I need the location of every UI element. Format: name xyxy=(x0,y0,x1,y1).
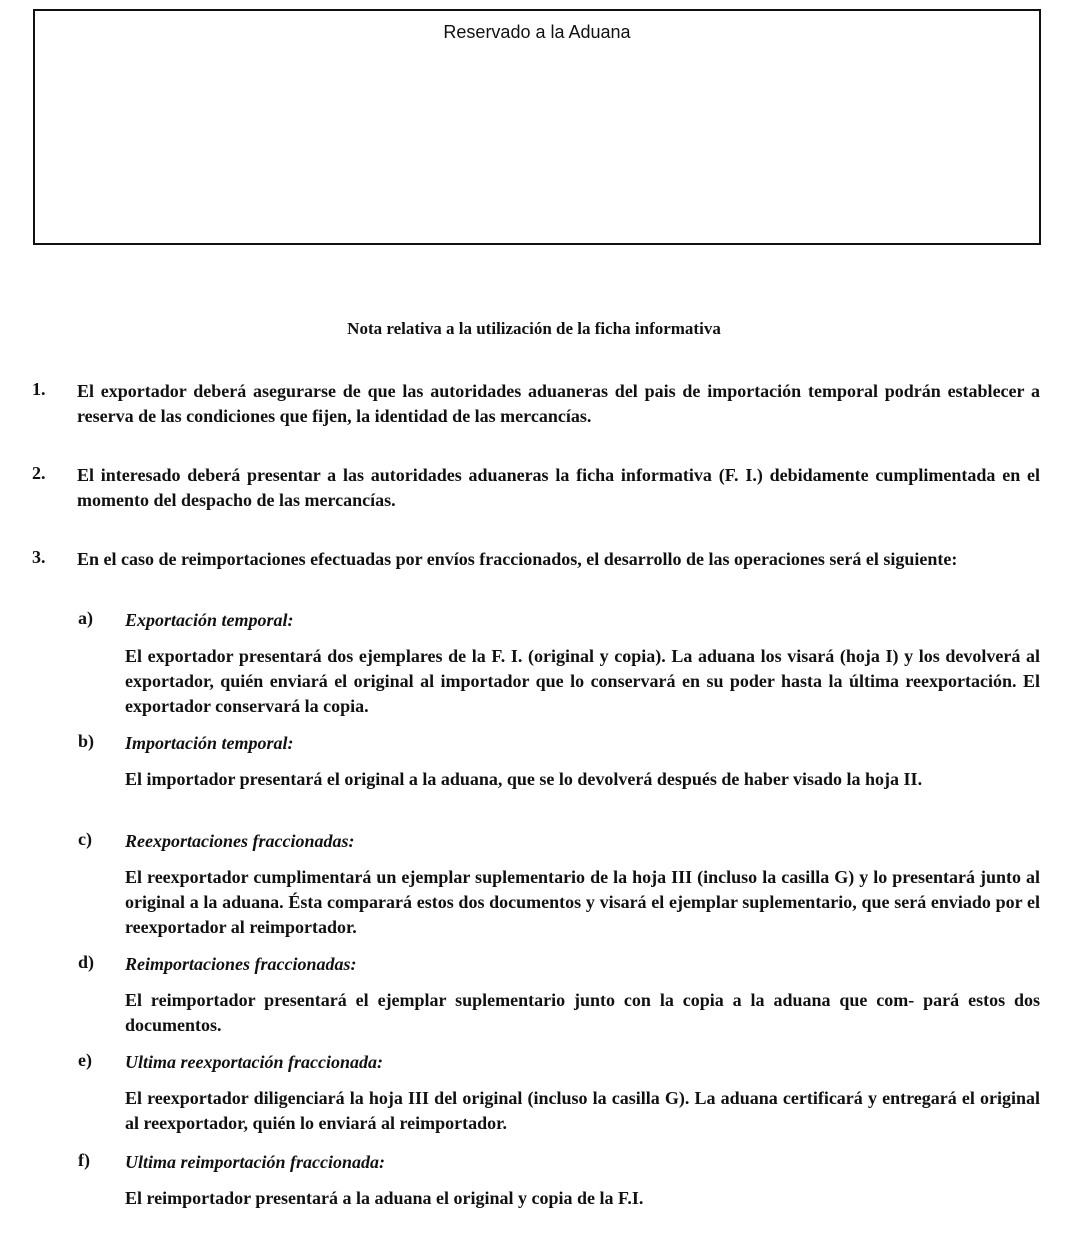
sub-item xyxy=(78,1050,1040,1136)
item-text: En el caso de reimportaciones efectuadas por envíos fraccionados, el desarrollo de las operaciones será el siguiente: xyxy=(77,549,958,569)
sub-item-letter: b) xyxy=(78,731,95,751)
item-text: El interesado deberá presentar a las autoridades aduaneras la ficha informativa (F. I.) debidamente cumplimentada en el momento del despacho de las mercancías. xyxy=(77,465,1040,510)
sub-item xyxy=(78,608,1040,719)
sub-item-title: Reexportaciones fraccionadas: xyxy=(125,831,355,851)
sub-item-body: El importador presentará el original a la aduana, que se lo devolverá después de haber visado la hoja II. xyxy=(125,769,923,789)
sub-item-body: El reexportador diligenciará la hoja III del original (incluso la casilla G). La aduana certificará y entregará el original al reexportador, quién lo enviará al reimportador. xyxy=(125,1088,1040,1133)
sub-item-body: El reexportador cumplimentará un ejemplar suplementario de la hoja III (incluso la casilla G) y lo presentará junto al original a la aduana. Ésta comparará estos dos documentos y visará el ejemplar suplementario, que será enviado por el reexportador al reimportador. xyxy=(125,867,1040,937)
sub-item-letter: f) xyxy=(78,1150,90,1170)
sub-item-letter: c) xyxy=(78,829,92,849)
sub-item-body: El exportador presentará dos ejemplares de la F. I. (original y copia). La aduana los visará (hoja I) y los devolverá al exportador, quién enviará el original al importador que lo conservará en su poder hasta la última reexportación. El exportador conservará la copia. xyxy=(125,646,1040,716)
sub-item xyxy=(78,731,1040,792)
sub-item-letter: a) xyxy=(78,608,93,628)
list-item xyxy=(32,379,1040,429)
item-number: 2. xyxy=(32,463,46,483)
sub-item-body: El reimportador presentará el ejemplar suplementario junto con la copia a la aduana que com- pará estos dos documentos. xyxy=(125,990,1040,1035)
list-item xyxy=(32,547,1040,572)
customs-reserved-box xyxy=(33,9,1041,245)
item-text: El exportador deberá asegurarse de que las autoridades aduaneras del pais de importación temporal podrán establecer a reserva de las condiciones que fijen, la identidad de las mercancías. xyxy=(77,381,1040,426)
sub-item-letter: e) xyxy=(78,1050,92,1070)
sub-item-title: Reimportaciones fraccionadas: xyxy=(125,954,357,974)
sub-item xyxy=(78,952,1040,1038)
customs-box-title: Reservado a la Aduana xyxy=(443,22,631,42)
item-number: 3. xyxy=(32,547,46,567)
sub-item-title: Ultima reimportación fraccionada: xyxy=(125,1152,385,1172)
item-number: 1. xyxy=(32,379,46,399)
sub-item-title: Importación temporal: xyxy=(125,733,294,753)
sub-item-title: Exportación temporal: xyxy=(125,610,294,630)
sub-item xyxy=(78,829,1040,940)
sub-item-body: El reimportador presentará a la aduana el original y copia de la F.I. xyxy=(125,1188,644,1208)
list-item xyxy=(32,463,1040,513)
sub-item-title: Ultima reexportación fraccionada: xyxy=(125,1052,383,1072)
note-title: Nota relativa a la utilización de la ficha informativa xyxy=(347,319,721,338)
sub-item xyxy=(78,1150,1040,1211)
sub-item-letter: d) xyxy=(78,952,95,972)
